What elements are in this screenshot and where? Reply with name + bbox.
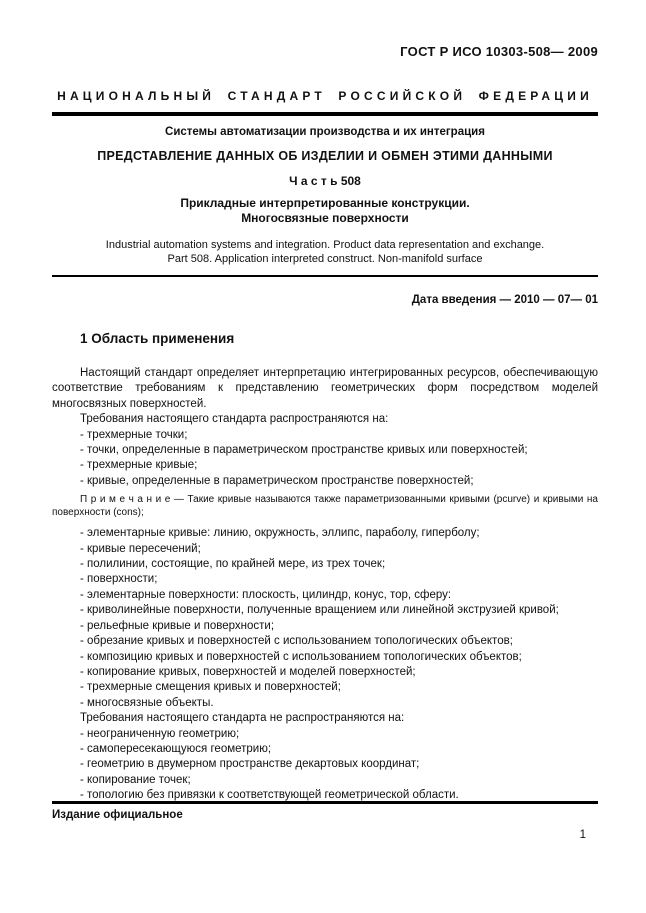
list-item: - трехмерные смещения кривых и поверхностей; <box>80 681 341 694</box>
document-title: ПРЕДСТАВЛЕНИЕ ДАННЫХ ОБ ИЗДЕЛИИ И ОБМЕН ЭТИМИ ДАННЫМИ <box>97 149 553 163</box>
list-item: - копирование точек; <box>80 773 191 786</box>
list-item: - самопересекающуюся геометрию; <box>80 742 272 755</box>
doc-code: ГОСТ Р ИСО 10303-508— 2009 <box>400 44 598 59</box>
footer-rule <box>52 801 598 804</box>
page-number: 1 <box>579 829 586 841</box>
section-body <box>52 366 598 804</box>
list-item: - трехмерные кривые; <box>80 459 198 472</box>
list-item: - поверхности; <box>80 573 158 586</box>
title-separator-rule <box>52 275 598 277</box>
list-item: - трехмерные точки; <box>80 428 188 441</box>
official-edition-label: Издание официальное <box>52 809 183 821</box>
part-line: Ч а с т ь 508 <box>289 174 361 188</box>
list-item: - криволинейные поверхности, полученные вращением или линейной экструзией кривой; <box>80 604 559 617</box>
list-item: - точки, определенные в параметрическом пространстве кривых или поверхностей; <box>80 444 528 457</box>
list-item: - элементарные поверхности: плоскость, цилиндр, конус, тор, сферу: <box>80 588 452 601</box>
header-rule <box>52 112 598 116</box>
applies-intro: Требования настоящего стандарта распространяются на: <box>80 413 389 426</box>
english-title-line-2: Part 508. Application interpreted construct. Non-manifold surface <box>167 252 483 265</box>
subtitle-line-1: Прикладные интерпретированные конструкции. <box>180 196 470 210</box>
list-item: - неограниченную геометрию; <box>80 727 240 740</box>
national-standard-header: НАЦИОНАЛЬНЫЙ СТАНДАРТ РОССИЙСКОЙ ФЕДЕРАЦИИ <box>57 89 593 103</box>
list-item: - многосвязные объекты. <box>80 696 214 709</box>
list-item: - геометрию в двумерном пространстве декартовых координат; <box>80 758 420 771</box>
subject-line: Системы автоматизации производства и их интеграция <box>165 126 485 138</box>
subtitle-line-2: Многосвязные поверхности <box>241 211 409 225</box>
effective-date: Дата введения — 2010 — 07— 01 <box>411 294 598 306</box>
english-title <box>52 239 598 266</box>
list-item: - кривые, определенные в параметрическом пространстве поверхностей; <box>80 474 474 487</box>
list-item: - композицию кривых и поверхностей с использованием топологических объектов; <box>80 650 522 663</box>
list-item: - рельефные кривые и поверхности; <box>80 619 275 632</box>
list-item: - копирование кривых, поверхностей и моделей поверхностей; <box>80 665 416 678</box>
note: П р и м е ч а н и е — Такие кривые называются также параметризованными кривыми (pcurve) и кривыми на поверхности (cons); <box>52 494 598 519</box>
list-item: - топологию без привязки к соответствующей геометрической области. <box>80 789 459 802</box>
not-applies-intro: Требования настоящего стандарта не распространяются на: <box>80 712 405 725</box>
english-title-line-1: Industrial automation systems and integration. Product data representation and exchange. <box>105 239 545 251</box>
section-heading: 1 Область применения <box>80 331 235 346</box>
list-item: - элементарные кривые: линию, окружность, эллипс, параболу, гиперболу; <box>80 527 480 540</box>
list-item: - обрезание кривых и поверхностей с использованием топологических объектов; <box>80 635 513 648</box>
page-content <box>52 0 598 804</box>
list-item: - кривые пересечений; <box>80 542 201 555</box>
list-item: - полилинии, состоящие, по крайней мере, из трех точек; <box>80 558 386 571</box>
paragraph: Настоящий стандарт определяет интерпретацию интегрированных ресурсов, обеспечивающую соответствие требованиям к представлению геометрических форм посредством моделей многосвязных поверхностей. <box>52 367 598 410</box>
